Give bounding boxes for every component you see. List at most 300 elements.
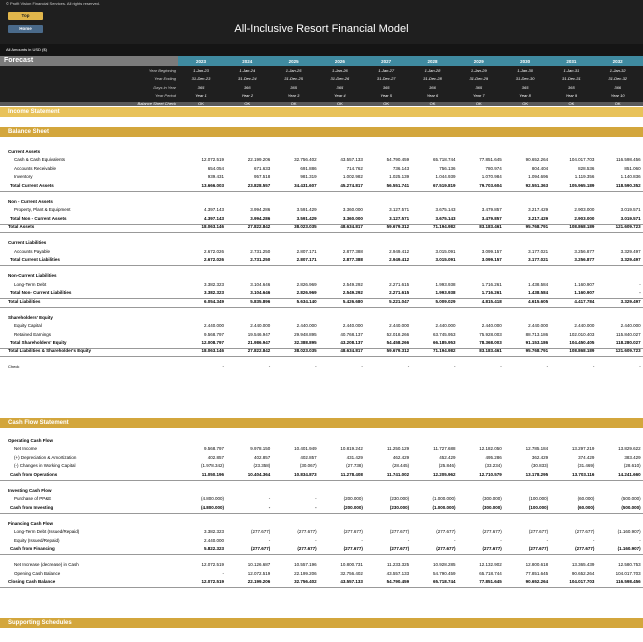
value-cell: 2.877.388 — [342, 257, 363, 263]
value-cell: 1.119.356 — [574, 174, 595, 180]
value-cell: - — [454, 537, 456, 543]
value-cell: (277.677) — [251, 529, 271, 535]
year-header: 2029 — [473, 59, 484, 64]
top-bar — [0, 0, 643, 44]
value-cell: 22.199.206 — [247, 157, 271, 163]
total-row — [0, 578, 643, 588]
row-label: Total Shareholders' Equity — [10, 339, 67, 345]
value-cell: (277.677) — [528, 546, 549, 552]
row-label: Net Income — [14, 446, 38, 452]
value-cell: 691.886 — [300, 165, 317, 171]
value-cell: 1.094.696 — [528, 174, 549, 180]
value-cell: (277.677) — [389, 546, 410, 552]
row-label: Inventory — [14, 174, 33, 180]
row-label: Cash from Financing — [10, 546, 55, 552]
value-cell: 3.015.091 — [435, 257, 456, 263]
forecast-cell: 31-Dec-31 — [562, 76, 581, 82]
value-cell: - — [222, 364, 224, 370]
page-title: All-Inclusive Resort Financial Model — [234, 23, 409, 35]
value-cell: 71.194.982 — [432, 224, 456, 230]
value-cell: 59.679.312 — [386, 348, 410, 354]
value-cell: - — [639, 364, 641, 370]
value-cell: 65.718.744 — [432, 157, 456, 163]
forecast-cell: 365 — [568, 84, 575, 90]
value-cell: 495.286 — [485, 454, 502, 460]
value-cell: 939.431 — [207, 174, 224, 180]
row-label: Purchase of PP&E — [14, 496, 52, 502]
table-row — [0, 363, 643, 372]
value-cell: (28.610) — [623, 463, 641, 469]
value-cell: 14.241.660 — [618, 471, 641, 477]
value-cell: 83.183.461 — [479, 224, 502, 230]
value-cell: - — [500, 364, 502, 370]
value-cell: 65.718.744 — [432, 579, 456, 585]
row-label: Retained Earnings — [14, 331, 52, 337]
value-cell: 1.438.584 — [528, 281, 549, 287]
value-cell: 3.329.497 — [620, 298, 641, 304]
value-cell: 104.017.703 — [615, 570, 641, 576]
section-income-statement[interactable]: Income Statement — [0, 107, 643, 117]
forecast-cell: 1-Jan-26 — [331, 68, 348, 73]
balance-check-value: OK — [198, 101, 204, 106]
value-cell: 2.731.250 — [250, 257, 271, 263]
value-cell: 56.551.741 — [386, 182, 410, 188]
value-cell: - — [546, 364, 549, 370]
total-row — [0, 298, 643, 308]
row-label: Total Liabilities — [8, 298, 41, 304]
row-label: (+) Depreciation & Amortization — [14, 454, 77, 460]
row-label: Net Increase (decrease) in Cash — [14, 562, 79, 568]
value-cell: 3.382.323 — [203, 529, 224, 535]
value-cell: 1.160.907 — [574, 290, 595, 296]
value-cell: 1.160.907 — [574, 281, 595, 287]
value-cell: - — [268, 504, 271, 510]
value-cell: 90.652.264 — [571, 570, 595, 576]
value-cell: 3.177.021 — [528, 257, 549, 263]
value-cell: 32.388.895 — [294, 339, 317, 345]
value-cell: 1.025.139 — [389, 174, 410, 180]
value-cell: 12.072.519 — [247, 570, 271, 576]
value-cell: 11.727.688 — [433, 446, 456, 452]
forecast-cell: 365 — [197, 84, 205, 90]
value-cell: 804.404 — [531, 165, 549, 171]
forecast-cell: 365 — [336, 84, 344, 90]
value-cell: - — [639, 290, 641, 296]
value-cell: 452.429 — [439, 454, 456, 460]
section-balance-sheet[interactable]: Balance Sheet — [0, 127, 643, 137]
value-cell: 10.819.242 — [340, 446, 363, 452]
value-cell: 2.672.026 — [203, 257, 224, 263]
value-cell: 12.580.753 — [618, 562, 641, 568]
value-cell: 29.948.895 — [294, 331, 317, 337]
value-cell: 5.426.680 — [342, 298, 363, 304]
row-label: Long-Term Debt — [14, 281, 47, 287]
value-cell: 654.054 — [207, 165, 224, 171]
row-label: Accounts Receivable — [14, 165, 57, 171]
value-cell: 116.598.456 — [615, 579, 641, 585]
forecast-cell: Year 5 — [380, 92, 392, 98]
value-cell: 4.397.143 — [203, 215, 224, 221]
value-cell: 11.050.196 — [201, 471, 224, 477]
forecast-cell: Year 4 — [334, 92, 346, 98]
value-cell: (30.833) — [531, 463, 549, 469]
value-cell: 3.256.877 — [574, 257, 595, 263]
value-cell: (33.234) — [485, 463, 502, 469]
forecast-row-label: Year Ending — [154, 76, 176, 82]
forecast-row-label: Year Period — [155, 92, 176, 98]
forecast-cell: 31-Dec-28 — [423, 76, 442, 82]
value-cell: 3.591.429 — [296, 215, 317, 221]
value-cell: 12.132.902 — [479, 562, 502, 568]
value-cell: 118.590.352 — [615, 182, 641, 188]
forecast-cell: 1-Jan-28 — [424, 68, 441, 73]
value-cell: 4.815.418 — [481, 298, 502, 304]
value-cell: 9.568.797 — [203, 331, 224, 337]
value-cell: 12.072.519 — [201, 157, 224, 163]
value-cell: 3.019.571 — [620, 207, 641, 213]
value-cell: 4.615.605 — [528, 298, 549, 304]
forecast-cell: Year 8 — [519, 92, 531, 98]
value-cell: 3.382.323 — [203, 281, 224, 287]
value-cell: 2.949.412 — [389, 257, 410, 263]
value-cell: (277.677) — [251, 546, 271, 552]
value-cell: 3.479.857 — [481, 207, 502, 213]
value-cell: (230.000) — [389, 496, 410, 502]
value-cell: 12.205.962 — [432, 471, 456, 477]
value-cell: 5.221.047 — [389, 298, 410, 304]
row-label: Operating Cash Flow — [8, 438, 54, 443]
forecast-cell: 1-Jan-25 — [285, 68, 302, 73]
value-cell: 3.329.497 — [620, 257, 641, 263]
value-cell: 2.440.000 — [250, 323, 271, 329]
value-cell: 104.450.405 — [569, 339, 595, 345]
value-cell: - — [268, 496, 271, 502]
row-label: Investing Cash Flow — [8, 487, 52, 493]
home-button[interactable]: Home — [8, 25, 43, 33]
value-cell: 2.440.000 — [481, 323, 502, 329]
value-cell: (1.000.000) — [432, 504, 456, 510]
value-cell: 5.634.140 — [296, 298, 317, 304]
value-cell: 2.440.000 — [528, 323, 549, 329]
forecast-cell: 31-Dec-27 — [376, 76, 396, 82]
forecast-cell: 365 — [475, 84, 483, 90]
section-supporting-schedules[interactable]: Supporting Schedules — [0, 618, 643, 628]
value-cell: 2.877.388 — [342, 248, 363, 254]
value-cell: (277.677) — [297, 529, 317, 535]
value-cell: 2.826.969 — [296, 290, 317, 296]
value-cell: 43.557.133 — [340, 579, 363, 585]
value-cell: 27.822.842 — [247, 348, 271, 354]
value-cell: 2.903.000 — [574, 215, 595, 221]
value-cell: - — [592, 364, 595, 370]
year-header: 2025 — [288, 59, 299, 64]
forecast-cell: Year 2 — [241, 92, 254, 98]
value-cell: - — [500, 537, 502, 543]
balance-check-value: OK — [522, 101, 528, 106]
value-cell: 116.598.456 — [615, 157, 641, 163]
value-cell: - — [639, 281, 641, 287]
value-cell: 3.256.877 — [574, 248, 595, 254]
value-cell: (23.358) — [253, 463, 271, 469]
row-label: Total Current Assets — [10, 182, 54, 188]
forecast-cell: 31-Dec-23 — [191, 76, 211, 82]
value-cell: - — [592, 537, 595, 543]
value-cell: 13.297.219 — [571, 446, 595, 452]
value-cell: 115.840.027 — [615, 331, 641, 337]
value-cell: 714.762 — [346, 165, 363, 171]
value-cell: 11.233.325 — [386, 562, 410, 568]
value-cell: 2.440.000 — [296, 323, 317, 329]
value-cell: - — [546, 537, 549, 543]
forecast-cell: Year 9 — [565, 92, 578, 98]
value-cell: 2.807.171 — [296, 257, 317, 263]
value-cell: - — [222, 570, 224, 576]
value-cell: 23.828.557 — [247, 182, 271, 188]
value-cell: (200.000) — [343, 504, 363, 510]
total-row — [0, 223, 643, 233]
value-cell: 27.822.842 — [247, 224, 271, 230]
value-cell: 2.271.615 — [389, 290, 410, 296]
value-cell: - — [407, 364, 410, 370]
forecast-cell: 31-Dec-29 — [469, 76, 489, 82]
value-cell: 2.440.000 — [203, 323, 224, 329]
value-cell: 10.928.285 — [432, 562, 456, 568]
value-cell: 3.104.646 — [250, 290, 271, 296]
forecast-cell: Year 7 — [473, 92, 485, 98]
value-cell: 2.440.000 — [574, 323, 595, 329]
forecast-cell: 31-Dec-26 — [330, 76, 350, 82]
value-cell: 13.365.439 — [571, 562, 595, 568]
forecast-cell: Year 6 — [426, 92, 439, 98]
value-cell: 102.010.403 — [569, 331, 595, 337]
value-cell: 32.756.402 — [294, 579, 317, 585]
balance-check-value: OK — [475, 101, 482, 106]
value-cell: 92.551.363 — [525, 182, 549, 188]
value-cell: 2.807.171 — [296, 248, 317, 254]
forecast-cell: 366 — [614, 84, 622, 90]
value-cell: (1.160.907) — [617, 546, 641, 552]
value-cell: 2.731.250 — [250, 248, 271, 254]
forecast-header — [0, 56, 643, 106]
value-cell: 374.429 — [578, 454, 595, 460]
row-label: Property, Plant & Equipment — [14, 207, 71, 213]
currency-note: All Amounts in USD ($) — [0, 44, 643, 56]
row-label: Total Non - Current Assets — [10, 215, 67, 221]
value-cell: 48.634.817 — [340, 348, 363, 354]
forecast-cell: 1-Jan-24 — [239, 68, 256, 73]
value-cell: 671.633 — [254, 165, 271, 171]
value-cell: 77.851.645 — [479, 157, 502, 163]
value-cell: 3.104.646 — [250, 281, 271, 287]
balance-check-value: OK — [290, 101, 297, 106]
value-cell: (1.978.342) — [200, 463, 224, 469]
value-cell: 9.978.150 — [250, 446, 271, 452]
value-cell: 2.826.969 — [296, 281, 317, 287]
value-cell: 78.368.003 — [479, 339, 502, 345]
value-cell: 3.099.157 — [481, 248, 502, 254]
value-cell: 3.360.000 — [342, 215, 363, 221]
value-cell: 10.557.196 — [294, 562, 317, 568]
value-cell: 54.790.459 — [386, 579, 410, 585]
value-cell: 83.183.461 — [479, 348, 502, 354]
value-cell: 1.716.261 — [481, 290, 502, 296]
row-label: Total Non- Current Liabilities — [10, 290, 72, 296]
value-cell: 19.546.947 — [247, 331, 271, 337]
forecast-cell: Year 3 — [287, 92, 300, 98]
value-cell: 65.718.744 — [479, 570, 502, 576]
row-label: Shareholders' Equity — [8, 314, 53, 320]
value-cell: - — [315, 496, 317, 502]
value-cell: 21.986.947 — [247, 339, 271, 345]
row-label: Cash from Operations — [10, 471, 58, 477]
forecast-row-label: Days in Year — [153, 84, 176, 90]
year-header: 2028 — [427, 59, 438, 64]
value-cell: (1.160.907) — [617, 529, 641, 535]
value-cell: 3.177.021 — [528, 248, 549, 254]
value-cell: 88.713.186 — [525, 331, 549, 337]
value-cell: 3.099.157 — [481, 257, 502, 263]
value-cell: - — [268, 537, 271, 543]
balance-check-label: Balance Sheet Check — [137, 101, 176, 106]
section-cash-flow[interactable]: Cash Flow Statement — [0, 418, 643, 428]
forecast-cell: 1-Jan-23 — [193, 68, 209, 73]
forecast-cell: 1-Jan-32 — [609, 68, 626, 73]
value-cell: 52.018.266 — [386, 331, 410, 337]
row-label: Total Assets — [8, 224, 35, 230]
row-label: Long-Term Debt (Issued/Repaid) — [14, 529, 80, 535]
value-cell: (277.677) — [343, 529, 363, 535]
value-cell: 3.015.091 — [435, 248, 456, 254]
copyright-text: © Profit Vision Financial Services. All rights reserved. — [6, 1, 101, 6]
year-header: 2030 — [520, 59, 531, 64]
forecast-cell: 31-Dec-30 — [515, 76, 535, 82]
value-cell: 2.903.000 — [574, 207, 595, 213]
value-cell: (200.000) — [343, 496, 363, 502]
value-cell: 22.199.206 — [294, 570, 317, 576]
value-cell: 48.634.817 — [340, 224, 363, 230]
total-row — [0, 504, 643, 514]
row-label: Cash from Investing — [10, 504, 54, 510]
value-cell: (100.000) — [528, 496, 549, 502]
value-cell: 90.652.264 — [525, 579, 549, 585]
forecast-cell: 31-Dec-32 — [608, 76, 628, 82]
value-cell: (500.000) — [621, 496, 641, 502]
value-cell: 3.217.429 — [528, 215, 549, 221]
value-cell: 462.429 — [392, 454, 410, 460]
value-cell: (277.677) — [436, 529, 456, 535]
balance-check-value: OK — [383, 101, 390, 106]
value-cell: (277.677) — [575, 529, 595, 535]
top-button[interactable]: Top — [8, 12, 43, 20]
value-cell: (100.000) — [528, 504, 549, 510]
forecast-cell: 1-Jan-30 — [517, 68, 533, 73]
forecast-label: Forecast — [0, 56, 178, 66]
value-cell: 75.928.003 — [479, 331, 502, 337]
value-cell: 12.072.519 — [201, 579, 224, 585]
value-cell: 736.143 — [392, 165, 410, 171]
forecast-row-label: Year Beginning — [148, 68, 176, 73]
value-cell: 10.834.873 — [294, 471, 317, 477]
value-cell: 18.063.146 — [201, 224, 224, 230]
value-cell: 12.710.579 — [479, 471, 502, 477]
value-cell: (4.800.000) — [200, 504, 224, 510]
value-cell: 10.126.687 — [247, 562, 271, 568]
year-header: 2031 — [566, 59, 577, 64]
value-cell: 2.549.292 — [342, 281, 363, 287]
year-header: 2027 — [381, 59, 392, 64]
forecast-cell: 1-Jan-27 — [378, 68, 395, 73]
value-cell: 2.672.026 — [203, 248, 224, 254]
total-row — [0, 182, 643, 192]
forecast-cell: 366 — [429, 84, 436, 90]
row-label: Accounts Payable — [14, 248, 51, 254]
value-cell: 11.741.002 — [386, 471, 410, 477]
value-cell: 32.756.402 — [294, 157, 317, 163]
value-cell: 45.274.817 — [340, 182, 363, 188]
balance-check-value: OK — [244, 101, 251, 106]
value-cell: 3.994.286 — [250, 207, 271, 213]
value-cell: 1.716.261 — [481, 281, 502, 287]
value-cell: 11.278.408 — [340, 471, 363, 477]
value-cell: - — [639, 537, 641, 543]
value-cell: 3.127.571 — [389, 207, 410, 213]
value-cell: 11.250.129 — [386, 446, 410, 452]
value-cell: 43.208.137 — [340, 339, 363, 345]
forecast-cell: 365 — [521, 84, 529, 90]
value-cell: 77.851.645 — [479, 579, 502, 585]
value-cell: 5.822.323 — [203, 546, 224, 552]
value-cell: 34.431.607 — [294, 182, 317, 188]
value-cell: 108.868.189 — [569, 224, 595, 230]
value-cell: 957.518 — [254, 174, 271, 180]
value-cell: 108.868.189 — [569, 348, 595, 354]
value-cell: 402.857 — [300, 454, 317, 460]
value-cell: 38.023.035 — [294, 224, 317, 230]
value-cell: 3.675.143 — [435, 207, 456, 213]
value-cell: (27.738) — [346, 463, 363, 469]
value-cell: 3.382.323 — [203, 290, 224, 296]
value-cell: (30.067) — [299, 463, 317, 469]
value-cell: 2.949.412 — [389, 248, 410, 254]
forecast-cell: 365 — [382, 84, 390, 90]
value-cell: 79.703.604 — [479, 182, 502, 188]
value-cell: 1.002.982 — [342, 174, 363, 180]
value-cell: - — [315, 364, 317, 370]
row-label: Non-Current Liabilities — [8, 273, 57, 279]
value-cell: (1.000.000) — [432, 496, 456, 502]
value-cell: 3.217.429 — [528, 207, 549, 213]
value-cell: 66.185.953 — [432, 339, 456, 345]
value-cell: 67.519.819 — [432, 182, 456, 188]
value-cell: - — [268, 364, 271, 370]
value-cell: - — [454, 364, 456, 370]
value-cell: 2.271.615 — [389, 281, 410, 287]
value-cell: 3.994.286 — [250, 215, 271, 221]
value-cell: 54.790.459 — [432, 570, 456, 576]
value-cell: 12.072.519 — [201, 562, 224, 568]
value-cell: 828.536 — [578, 165, 595, 171]
balance-check-value: OK — [568, 101, 575, 106]
value-cell: (300.000) — [482, 496, 502, 502]
value-cell: 1.993.938 — [435, 290, 456, 296]
value-cell: (25.846) — [438, 463, 456, 469]
value-cell: 2.440.000 — [435, 323, 456, 329]
value-cell: 383.429 — [624, 454, 641, 460]
value-cell: 90.652.264 — [525, 157, 549, 163]
value-cell: (60.000) — [577, 504, 595, 510]
value-cell: 2.440.000 — [620, 323, 641, 329]
row-label: Equity Capital — [14, 323, 42, 329]
